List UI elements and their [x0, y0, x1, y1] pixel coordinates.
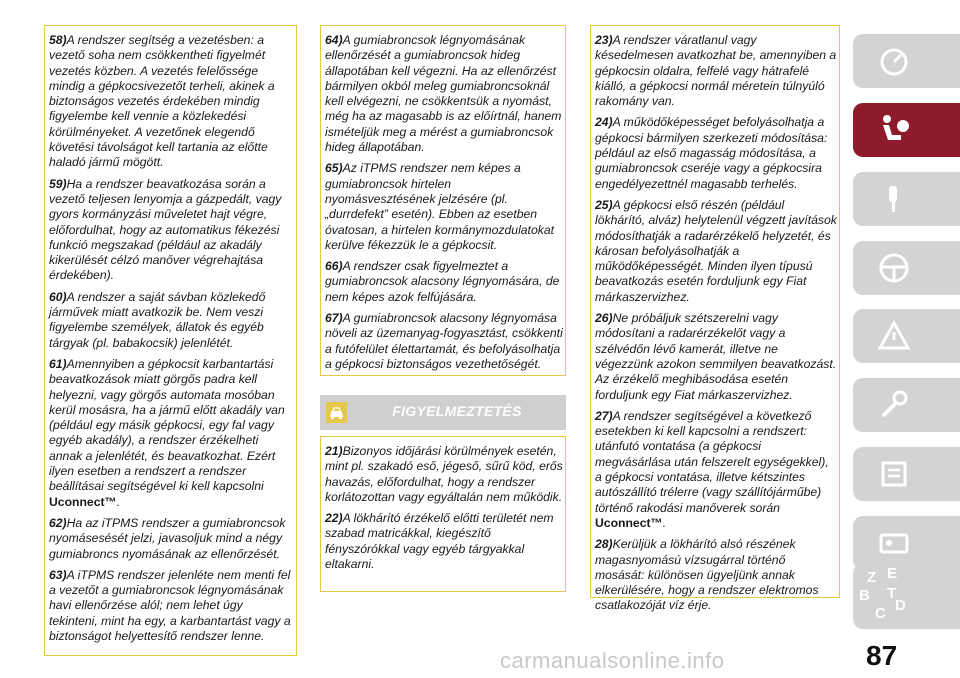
note-paragraph: [595, 115, 837, 191]
note-text: A iTPMS rendszer jelenléte nem menti fel a vezetőt a gumiabroncsok légnyomásának havi ellenőrzése alól; nem lehet úgy tekinteni, mint ha egy, a karbantartást vagy a biztonságot helyettesítő rendszer lenne.: [49, 567, 291, 643]
note-text: A rendszer a saját sávban közlekedő járművek miatt avatkozik be. Nem veszi figyelembe személyek, állatok és egyéb tárgyak (pl. babakocsik) jelenlétét.: [49, 289, 266, 350]
radio-icon: [877, 526, 911, 560]
note-paragraph: [325, 311, 563, 372]
note-text: Bizonyos időjárási körülmények esetén, mint pl. szakadó eső, jégeső, sűrű köd, erős havazás, előfordulhat, hogy a rendszer korlátozottan vagy egyáltalán nem működik.: [325, 444, 563, 504]
note-paragraph: [325, 511, 563, 572]
key-icon: [877, 182, 911, 216]
index-letter: B: [859, 587, 870, 604]
note-number: 22): [325, 511, 343, 526]
note-number: 61): [49, 356, 67, 371]
dashboard-icon: [877, 44, 911, 78]
note-tail: .: [662, 515, 667, 530]
note-text: A rendszer segítségével a következő esetekben ki kell kapcsolni a rendszert: utánfutó vontatása (a gépkocsi megvásárlása után felszerelt egységekkel), a gépkocsi vontatása, illetve kétszintes autószállító trélerre (vagy szállítójárműbe) történő rakodási manőverek során: [595, 408, 829, 515]
uconnect-label: Uconnect™: [49, 494, 117, 509]
note-number: 67): [325, 311, 343, 326]
note-paragraph: [595, 409, 837, 531]
note-paragraph: [49, 177, 294, 284]
note-text: A gumiabroncsok alacsony légnyomása növeli az üzemanyag-fogyasztást, csökkenti a futófelület élettartamát, és befolyásolhatja a gépkocsi biztonságos vezethetőségét.: [325, 311, 563, 371]
note-text: Ne próbáljuk szétszerelni vagy módosítani a radarérzékelőt vagy a szélvédőn lévő kamerát, illetve ne végezzünk azokon semmilyen beavatkozást. Az érzékelő meghibásodása esetén forduljunk egy Fiat márkaszervizhez.: [595, 311, 837, 402]
note-text: Amennyiben a gépkocsit karbantartási beavatkozások miatt görgős padra kell helyezni, vagy görgős automata mosóban kerül mosásra, ha a jármű előtt akadály van (például egy másik gépkocsi, egy fal vagy egyéb akadály), a rendszer érzékelheti annak a jelenlétét, és beavatkozhat. Ezért ilyen esetben a rendszert a rendszer beállításai segítségével ki kell kapcsolni: [49, 356, 285, 494]
note-number: 65): [325, 161, 343, 176]
index-letter: C: [875, 605, 886, 622]
notes-column-1: [44, 25, 297, 656]
tab-safety[interactable]: [853, 103, 960, 157]
note-text: A lökhárító érzékelő előtti területét nem szabad matricákkal, kiegészítő fényszórókkal vagy egyéb tárgyakkal eltakarni.: [325, 511, 554, 572]
note-paragraph: [49, 290, 294, 351]
tab-emergency[interactable]: [853, 309, 960, 363]
note-text: A rendszer váratlanul vagy késedelmesen avatkozhat be, amennyiben a gépkocsin oldalra, felfelé vagy hátrafelé kiálló, a gépkocsi normál méretein túlnyúló rakomány van.: [595, 33, 837, 109]
note-text: A gépkocsi első részén (például lökhárító, alváz) helytelenül végzett javítások módosíthatják a radarérzékelő helyzetét, és károsan befolyásolhatják a működőképességét. Minden ilyen típusú beavatkozás esetén forduljunk egy Fiat márkaszervizhez.: [595, 197, 837, 304]
note-number: 24): [595, 115, 613, 130]
note-number: 64): [325, 33, 343, 47]
tab-multimedia[interactable]: [853, 516, 960, 570]
note-text: Ha a rendszer beavatkozása során a vezető teljesen lenyomja a gázpedált, vagy gyors kormányzási műveletet hajt végre, előfordulhat, hogy az automatikus fékezési funkció megszakad (például az akadály kikerülését célzó manőver végrehajtása érdekében).: [49, 176, 282, 283]
warning-triangle-icon: [877, 319, 911, 353]
note-number: 63): [49, 567, 67, 582]
note-number: 62): [49, 515, 67, 530]
note-paragraph: [49, 357, 294, 510]
note-paragraph: [49, 516, 294, 562]
note-text: A gumiabroncsok légnyomásának ellenőrzését a gumiabroncsok hideg állapotában kell végezni. Ha az ellenőrzést bármilyen okból meleg gumiabroncsoknál kell elvégezni, ne csökkentsük a nyomást, még ha az magasabb is az előírtnál, hanem ismételjük meg a mérést a gumiabroncsok hideg állapotában.: [325, 33, 562, 155]
note-number: 27): [595, 408, 613, 423]
note-paragraph: [49, 568, 294, 644]
wrench-icon: [877, 388, 911, 422]
note-number: 66): [325, 259, 343, 274]
warning-header: [320, 395, 566, 430]
tab-maintenance[interactable]: [853, 378, 960, 432]
airbag-seat-icon: [877, 113, 911, 147]
note-number: 21): [325, 444, 343, 458]
warning-notes: [320, 436, 566, 592]
note-paragraph: [595, 198, 837, 305]
note-paragraph: [325, 444, 563, 505]
note-text: A rendszer csak figyelmeztet a gumiabroncsok alacsony légnyomására, de nem képes azok felfújására.: [325, 259, 560, 304]
note-text: Kerüljük a lökhárító alsó részének magasnyomású vízsugárral történő mosását: különösen ügyeljünk annak elkerülésére, hogy a rendszer elektromos csatlakozóját víz érje.: [595, 537, 819, 613]
note-text: Ha az iTPMS rendszer a gumiabroncsok nyomásesését jelzi, javasoljuk mind a négy gumiabroncs nyomásának az ellenőrzését.: [49, 515, 286, 561]
note-number: 26): [595, 311, 613, 326]
note-paragraph: [325, 259, 563, 305]
note-text: A működőképességet befolyásolhatja a gépkocsi bármilyen szerkezeti módosítása: például az első magasság módosítása, a gumiabroncsok cseréje vagy a gépkocsira engedélyezettnél magasabb terhelés.: [595, 115, 828, 191]
note-tail: .: [116, 494, 121, 509]
note-paragraph: [49, 33, 294, 171]
notes-column-2: [320, 25, 566, 376]
note-number: 59): [49, 176, 67, 191]
tab-starting[interactable]: [853, 172, 960, 226]
watermark: carmanualsonline.info: [500, 648, 725, 673]
index-letter: E: [887, 565, 898, 582]
note-paragraph: [595, 311, 837, 403]
tab-technical[interactable]: [853, 447, 960, 501]
index-letter: T: [887, 585, 897, 602]
note-paragraph: [595, 537, 837, 613]
note-number: 58): [49, 33, 67, 47]
index-letter: D: [895, 597, 906, 614]
note-number: 25): [595, 197, 613, 212]
note-text: A rendszer segítség a vezetésben: a vezető soha nem csökkentheti figyelmét vezetés közben. A vezetés felelőssége mindig a gépkocsivezetőt terheli, akinek a biztonságos vezetés érdekében mindig figyelembe kell vennie a közlekedési körülményeket. A vezetőnek elegendő követési távolságot kell tartania az előtte haladó jármű mögött.: [49, 33, 275, 170]
note-number: 28): [595, 537, 613, 552]
note-paragraph: [325, 33, 563, 155]
tab-index[interactable]: [853, 563, 960, 629]
steering-wheel-icon: [877, 251, 911, 285]
note-number: 60): [49, 289, 67, 304]
page-number: 87: [866, 640, 898, 671]
tab-driving[interactable]: [853, 241, 960, 295]
tab-dashboard[interactable]: [853, 34, 960, 88]
notes-column-3: [590, 25, 840, 613]
index-letter: Z: [867, 569, 877, 586]
specs-icon: [877, 457, 911, 491]
note-paragraph: [595, 33, 837, 109]
warning-title: FIGYELMEZTETÉS: [392, 403, 522, 419]
note-paragraph: [325, 161, 563, 253]
note-text: Az iTPMS rendszer nem képes a gumiabroncsok hirtelen nyomásvesztésének jelzésére (pl. „durrdefekt” esetén). Ebben az esetben óvatosan, a hirtelen kormánymozdulatokat kerülve fékezzük le a gépkocsit.: [325, 161, 554, 252]
note-number: 23): [595, 33, 613, 47]
uconnect-label: Uconnect™: [595, 515, 663, 530]
